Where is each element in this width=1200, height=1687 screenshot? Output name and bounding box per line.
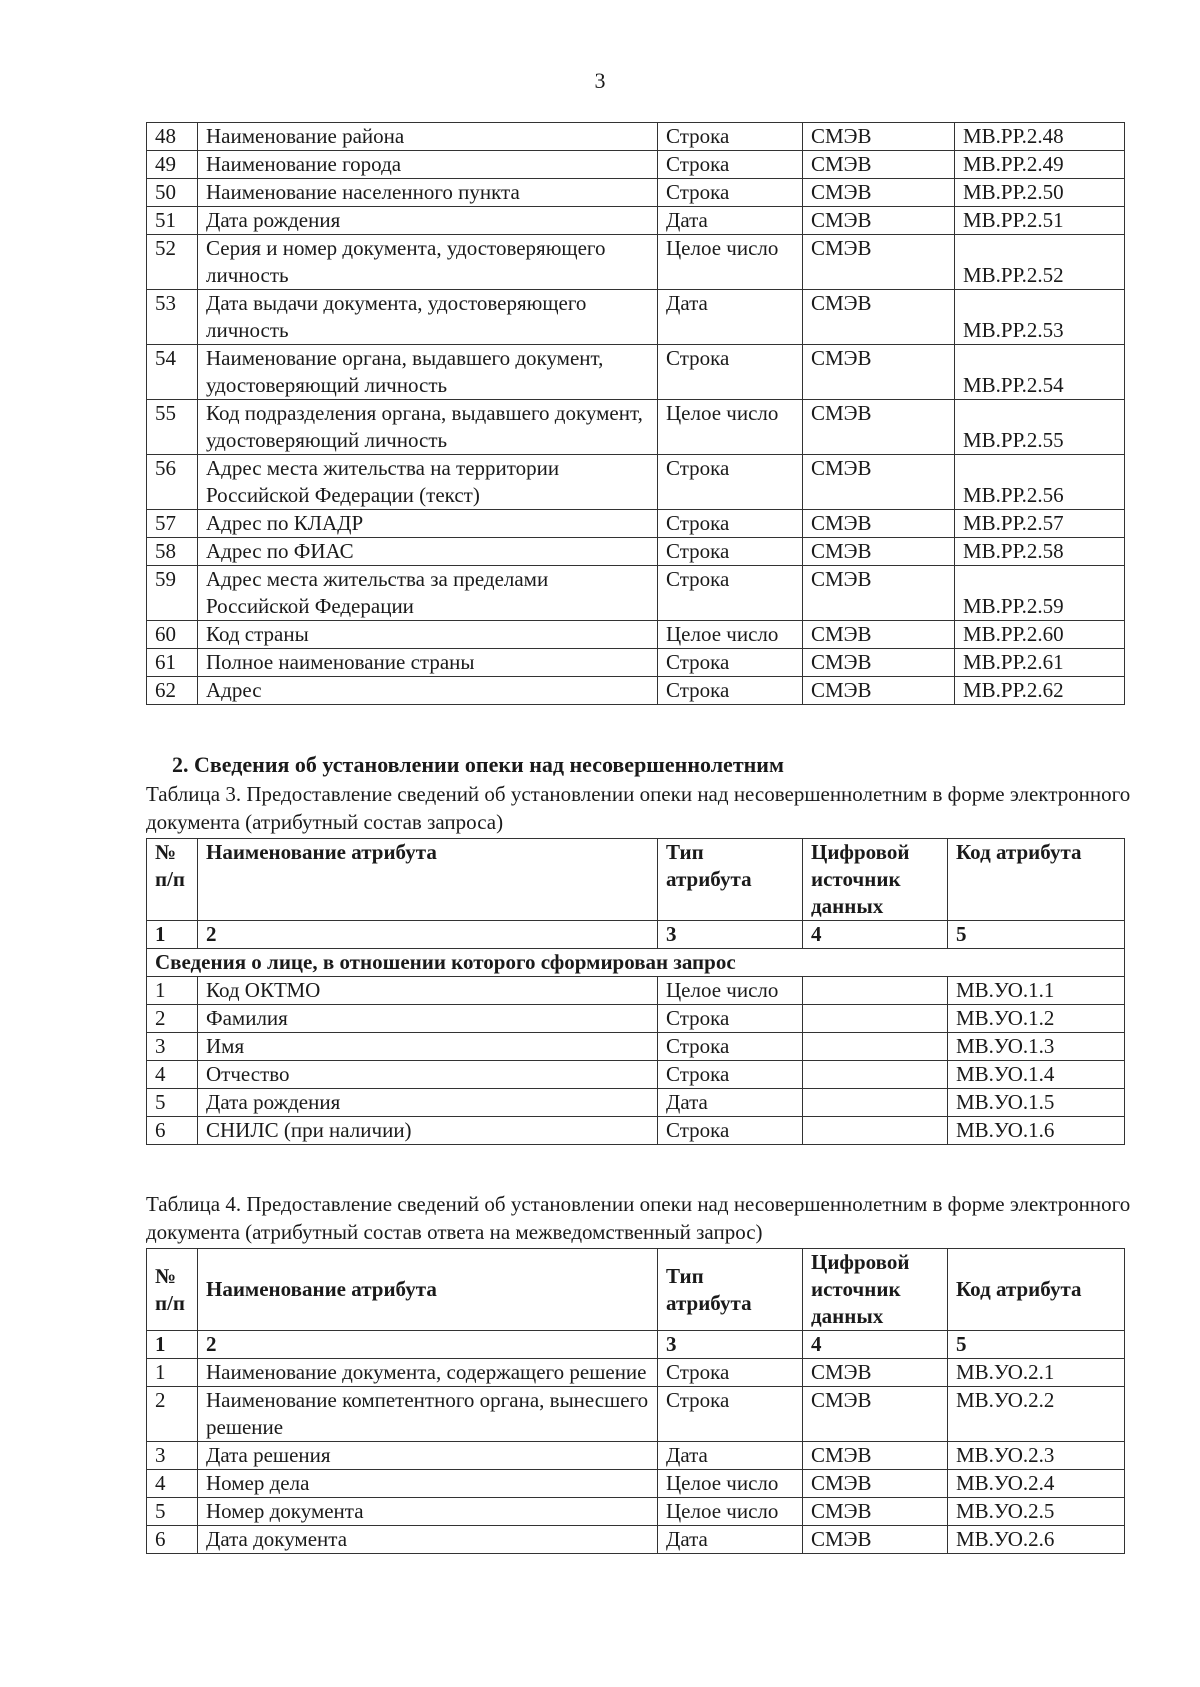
row-number: 54 (147, 345, 198, 400)
row-number: 49 (147, 151, 198, 179)
data-source: СМЭВ (803, 649, 955, 677)
row-number: 52 (147, 235, 198, 290)
table-row (147, 455, 1125, 510)
table-row (147, 179, 1125, 207)
attribute-code: МВ.УО.2.3 (948, 1442, 1125, 1470)
attribute-code: МВ.РР.2.57 (955, 510, 1125, 538)
row-number: 59 (147, 566, 198, 621)
table-row (147, 1442, 1125, 1470)
attribute-type: Строка (658, 538, 803, 566)
attribute-name: Номер дела (198, 1470, 658, 1498)
data-source: СМЭВ (803, 677, 955, 705)
data-source: СМЭВ (803, 538, 955, 566)
row-number: 6 (147, 1117, 198, 1145)
table-row (147, 538, 1125, 566)
row-number: 55 (147, 400, 198, 455)
attribute-code: МВ.РР.2.60 (955, 621, 1125, 649)
table-4-column-numbers-row (147, 1331, 1125, 1359)
row-number: 4 (147, 1061, 198, 1089)
row-number: 53 (147, 290, 198, 345)
attribute-type: Строка (658, 510, 803, 538)
attribute-type: Целое число (658, 1498, 803, 1526)
data-source: СМЭВ (803, 455, 955, 510)
row-number: 48 (147, 123, 198, 151)
attribute-code: МВ.УО.1.5 (948, 1089, 1125, 1117)
data-source (803, 1033, 948, 1061)
data-source: СМЭВ (803, 1442, 948, 1470)
attribute-type: Целое число (658, 400, 803, 455)
table-row (147, 151, 1125, 179)
table-row (147, 400, 1125, 455)
data-source (803, 1061, 948, 1089)
attribute-code: МВ.УО.1.6 (948, 1117, 1125, 1145)
table-row (147, 1498, 1125, 1526)
attribute-code: МВ.РР.2.58 (955, 538, 1125, 566)
table-row (147, 1061, 1125, 1089)
table-row (147, 1470, 1125, 1498)
table-3 (146, 838, 1125, 1145)
attribute-code: МВ.РР.2.50 (955, 179, 1125, 207)
row-number: 3 (147, 1033, 198, 1061)
row-number: 58 (147, 538, 198, 566)
attribute-type: Строка (658, 151, 803, 179)
attribute-code: МВ.УО.2.1 (948, 1359, 1125, 1387)
attribute-type: Строка (658, 455, 803, 510)
attribute-name: Имя (198, 1033, 658, 1061)
attribute-code: МВ.РР.2.59 (955, 566, 1125, 621)
row-number: 5 (147, 1089, 198, 1117)
table-3-body (147, 977, 1125, 1145)
data-source (803, 1089, 948, 1117)
attribute-name: Фамилия (198, 1005, 658, 1033)
table-3-caption: Таблица 3. Предоставление сведений об установлении опеки над несовершеннолетним в форме электронного документа (атрибутный состав запроса) (146, 782, 1131, 834)
row-number: 62 (147, 677, 198, 705)
data-source (803, 1005, 948, 1033)
attribute-type: Целое число (658, 621, 803, 649)
table-3-header-row (147, 839, 1125, 921)
attribute-name: Дата рождения (198, 1089, 658, 1117)
attribute-table-continued-body (147, 123, 1125, 705)
attribute-name: Код ОКТМО (198, 977, 658, 1005)
attribute-code: МВ.УО.2.6 (948, 1526, 1125, 1554)
table-row (147, 235, 1125, 290)
attribute-name: СНИЛС (при наличии) (198, 1117, 658, 1145)
row-number: 50 (147, 179, 198, 207)
header-code: Код атрибута (948, 839, 1125, 921)
attribute-name: Адрес по ФИАС (198, 538, 658, 566)
header-source: Цифровой источник данных (803, 1249, 948, 1331)
table-row (147, 649, 1125, 677)
attribute-name: Дата решения (198, 1442, 658, 1470)
attribute-name: Наименование органа, выдавшего документ, удостоверяющий личность (198, 345, 658, 400)
row-number: 1 (147, 1359, 198, 1387)
data-source: СМЭВ (803, 290, 955, 345)
row-number: 3 (147, 1442, 198, 1470)
attribute-name: Наименование документа, содержащего решение (198, 1359, 658, 1387)
table-row (147, 1359, 1125, 1387)
header-source: Цифровой источник данных (803, 839, 948, 921)
attribute-type: Строка (658, 1359, 803, 1387)
attribute-table-continued (146, 122, 1125, 705)
attribute-name: Отчество (198, 1061, 658, 1089)
column-number-1: 1 (147, 1331, 198, 1359)
table-row (147, 345, 1125, 400)
table-3-group-row (147, 949, 1125, 977)
table-row (147, 1033, 1125, 1061)
attribute-type: Строка (658, 649, 803, 677)
attribute-code: МВ.УО.2.4 (948, 1470, 1125, 1498)
attribute-type: Целое число (658, 1470, 803, 1498)
row-number: 57 (147, 510, 198, 538)
data-source: СМЭВ (803, 400, 955, 455)
data-source: СМЭВ (803, 1470, 948, 1498)
data-source: СМЭВ (803, 235, 955, 290)
attribute-type: Строка (658, 1005, 803, 1033)
header-number: № п/п (147, 839, 198, 921)
attribute-type: Строка (658, 1061, 803, 1089)
attribute-type: Дата (658, 290, 803, 345)
header-code: Код атрибута (948, 1249, 1125, 1331)
table-row (147, 566, 1125, 621)
column-number-5: 5 (948, 1331, 1125, 1359)
attribute-type: Целое число (658, 977, 803, 1005)
column-number-3: 3 (658, 1331, 803, 1359)
table-4 (146, 1248, 1125, 1554)
attribute-name: Дата документа (198, 1526, 658, 1554)
attribute-code: МВ.УО.1.1 (948, 977, 1125, 1005)
table-row (147, 290, 1125, 345)
attribute-type: Строка (658, 1387, 803, 1442)
data-source: СМЭВ (803, 1526, 948, 1554)
attribute-code: МВ.РР.2.54 (955, 345, 1125, 400)
table-row (147, 621, 1125, 649)
table-row (147, 510, 1125, 538)
attribute-code: МВ.УО.2.5 (948, 1498, 1125, 1526)
attribute-name: Номер документа (198, 1498, 658, 1526)
column-number-5: 5 (948, 921, 1125, 949)
attribute-type: Строка (658, 179, 803, 207)
data-source: СМЭВ (803, 566, 955, 621)
attribute-name: Наименование компетентного органа, вынесшего решение (198, 1387, 658, 1442)
attribute-name: Адрес по КЛАДР (198, 510, 658, 538)
row-number: 61 (147, 649, 198, 677)
attribute-name: Код подразделения органа, выдавшего документ, удостоверяющий личность (198, 400, 658, 455)
row-number: 56 (147, 455, 198, 510)
row-number: 1 (147, 977, 198, 1005)
attribute-type: Строка (658, 677, 803, 705)
column-number-2: 2 (198, 1331, 658, 1359)
attribute-name: Наименование населенного пункта (198, 179, 658, 207)
attribute-code: МВ.РР.2.48 (955, 123, 1125, 151)
attribute-code: МВ.РР.2.53 (955, 290, 1125, 345)
attribute-name: Дата выдачи документа, удостоверяющего личность (198, 290, 658, 345)
attribute-name: Полное наименование страны (198, 649, 658, 677)
attribute-code: МВ.РР.2.56 (955, 455, 1125, 510)
attribute-type: Строка (658, 1117, 803, 1145)
table-row (147, 1005, 1125, 1033)
attribute-code: МВ.РР.2.52 (955, 235, 1125, 290)
data-source: СМЭВ (803, 621, 955, 649)
table-3-column-numbers-row (147, 921, 1125, 949)
row-number: 2 (147, 1005, 198, 1033)
table-3-group-label: Сведения о лице, в отношении которого сформирован запрос (147, 949, 1125, 977)
attribute-type: Строка (658, 1033, 803, 1061)
table-4-body (147, 1359, 1125, 1554)
attribute-name: Наименование города (198, 151, 658, 179)
attribute-name: Серия и номер документа, удостоверяющего личность (198, 235, 658, 290)
row-number: 6 (147, 1526, 198, 1554)
attribute-name: Адрес (198, 677, 658, 705)
data-source: СМЭВ (803, 510, 955, 538)
attribute-code: МВ.УО.1.2 (948, 1005, 1125, 1033)
column-number-3: 3 (658, 921, 803, 949)
data-source: СМЭВ (803, 1498, 948, 1526)
attribute-type: Строка (658, 566, 803, 621)
table-row (147, 1387, 1125, 1442)
header-name: Наименование атрибута (198, 839, 658, 921)
header-type: Тип атрибута (658, 839, 803, 921)
data-source: СМЭВ (803, 207, 955, 235)
attribute-type: Дата (658, 1442, 803, 1470)
table-row (147, 207, 1125, 235)
table-row (147, 1089, 1125, 1117)
page-number: 3 (594, 68, 606, 93)
data-source (803, 977, 948, 1005)
attribute-code: МВ.РР.2.49 (955, 151, 1125, 179)
attribute-code: МВ.РР.2.55 (955, 400, 1125, 455)
row-number: 2 (147, 1387, 198, 1442)
header-number: № п/п (147, 1249, 198, 1331)
section-2-heading: 2. Сведения об установлении опеки над несовершеннолетним (172, 752, 784, 777)
attribute-name: Адрес места жительства на территории Российской Федерации (текст) (198, 455, 658, 510)
attribute-type: Строка (658, 345, 803, 400)
data-source: СМЭВ (803, 1359, 948, 1387)
table-4-header-row (147, 1249, 1125, 1331)
header-type: Тип атрибута (658, 1249, 803, 1331)
column-number-2: 2 (198, 921, 658, 949)
attribute-type: Целое число (658, 235, 803, 290)
attribute-type: Строка (658, 123, 803, 151)
attribute-name: Наименование района (198, 123, 658, 151)
data-source: СМЭВ (803, 345, 955, 400)
table-row (147, 1526, 1125, 1554)
attribute-code: МВ.УО.1.3 (948, 1033, 1125, 1061)
row-number: 4 (147, 1470, 198, 1498)
data-source: СМЭВ (803, 1387, 948, 1442)
table-row (147, 977, 1125, 1005)
attribute-code: МВ.УО.1.4 (948, 1061, 1125, 1089)
attribute-code: МВ.РР.2.51 (955, 207, 1125, 235)
data-source (803, 1117, 948, 1145)
attribute-name: Дата рождения (198, 207, 658, 235)
attribute-code: МВ.УО.2.2 (948, 1387, 1125, 1442)
header-name: Наименование атрибута (198, 1249, 658, 1331)
table-row (147, 123, 1125, 151)
attribute-type: Дата (658, 207, 803, 235)
data-source: СМЭВ (803, 123, 955, 151)
data-source: СМЭВ (803, 151, 955, 179)
column-number-1: 1 (147, 921, 198, 949)
attribute-name: Адрес места жительства за пределами Российской Федерации (198, 566, 658, 621)
row-number: 51 (147, 207, 198, 235)
data-source: СМЭВ (803, 179, 955, 207)
column-number-4: 4 (803, 1331, 948, 1359)
column-number-4: 4 (803, 921, 948, 949)
attribute-type: Дата (658, 1089, 803, 1117)
attribute-code: МВ.РР.2.62 (955, 677, 1125, 705)
attribute-type: Дата (658, 1526, 803, 1554)
row-number: 60 (147, 621, 198, 649)
table-row (147, 1117, 1125, 1145)
attribute-name: Код страны (198, 621, 658, 649)
attribute-code: МВ.РР.2.61 (955, 649, 1125, 677)
table-row (147, 677, 1125, 705)
row-number: 5 (147, 1498, 198, 1526)
table-4-caption: Таблица 4. Предоставление сведений об установлении опеки над несовершеннолетним в форме электронного документа (атрибутный состав ответа на межведомственный запрос) (146, 1192, 1131, 1244)
